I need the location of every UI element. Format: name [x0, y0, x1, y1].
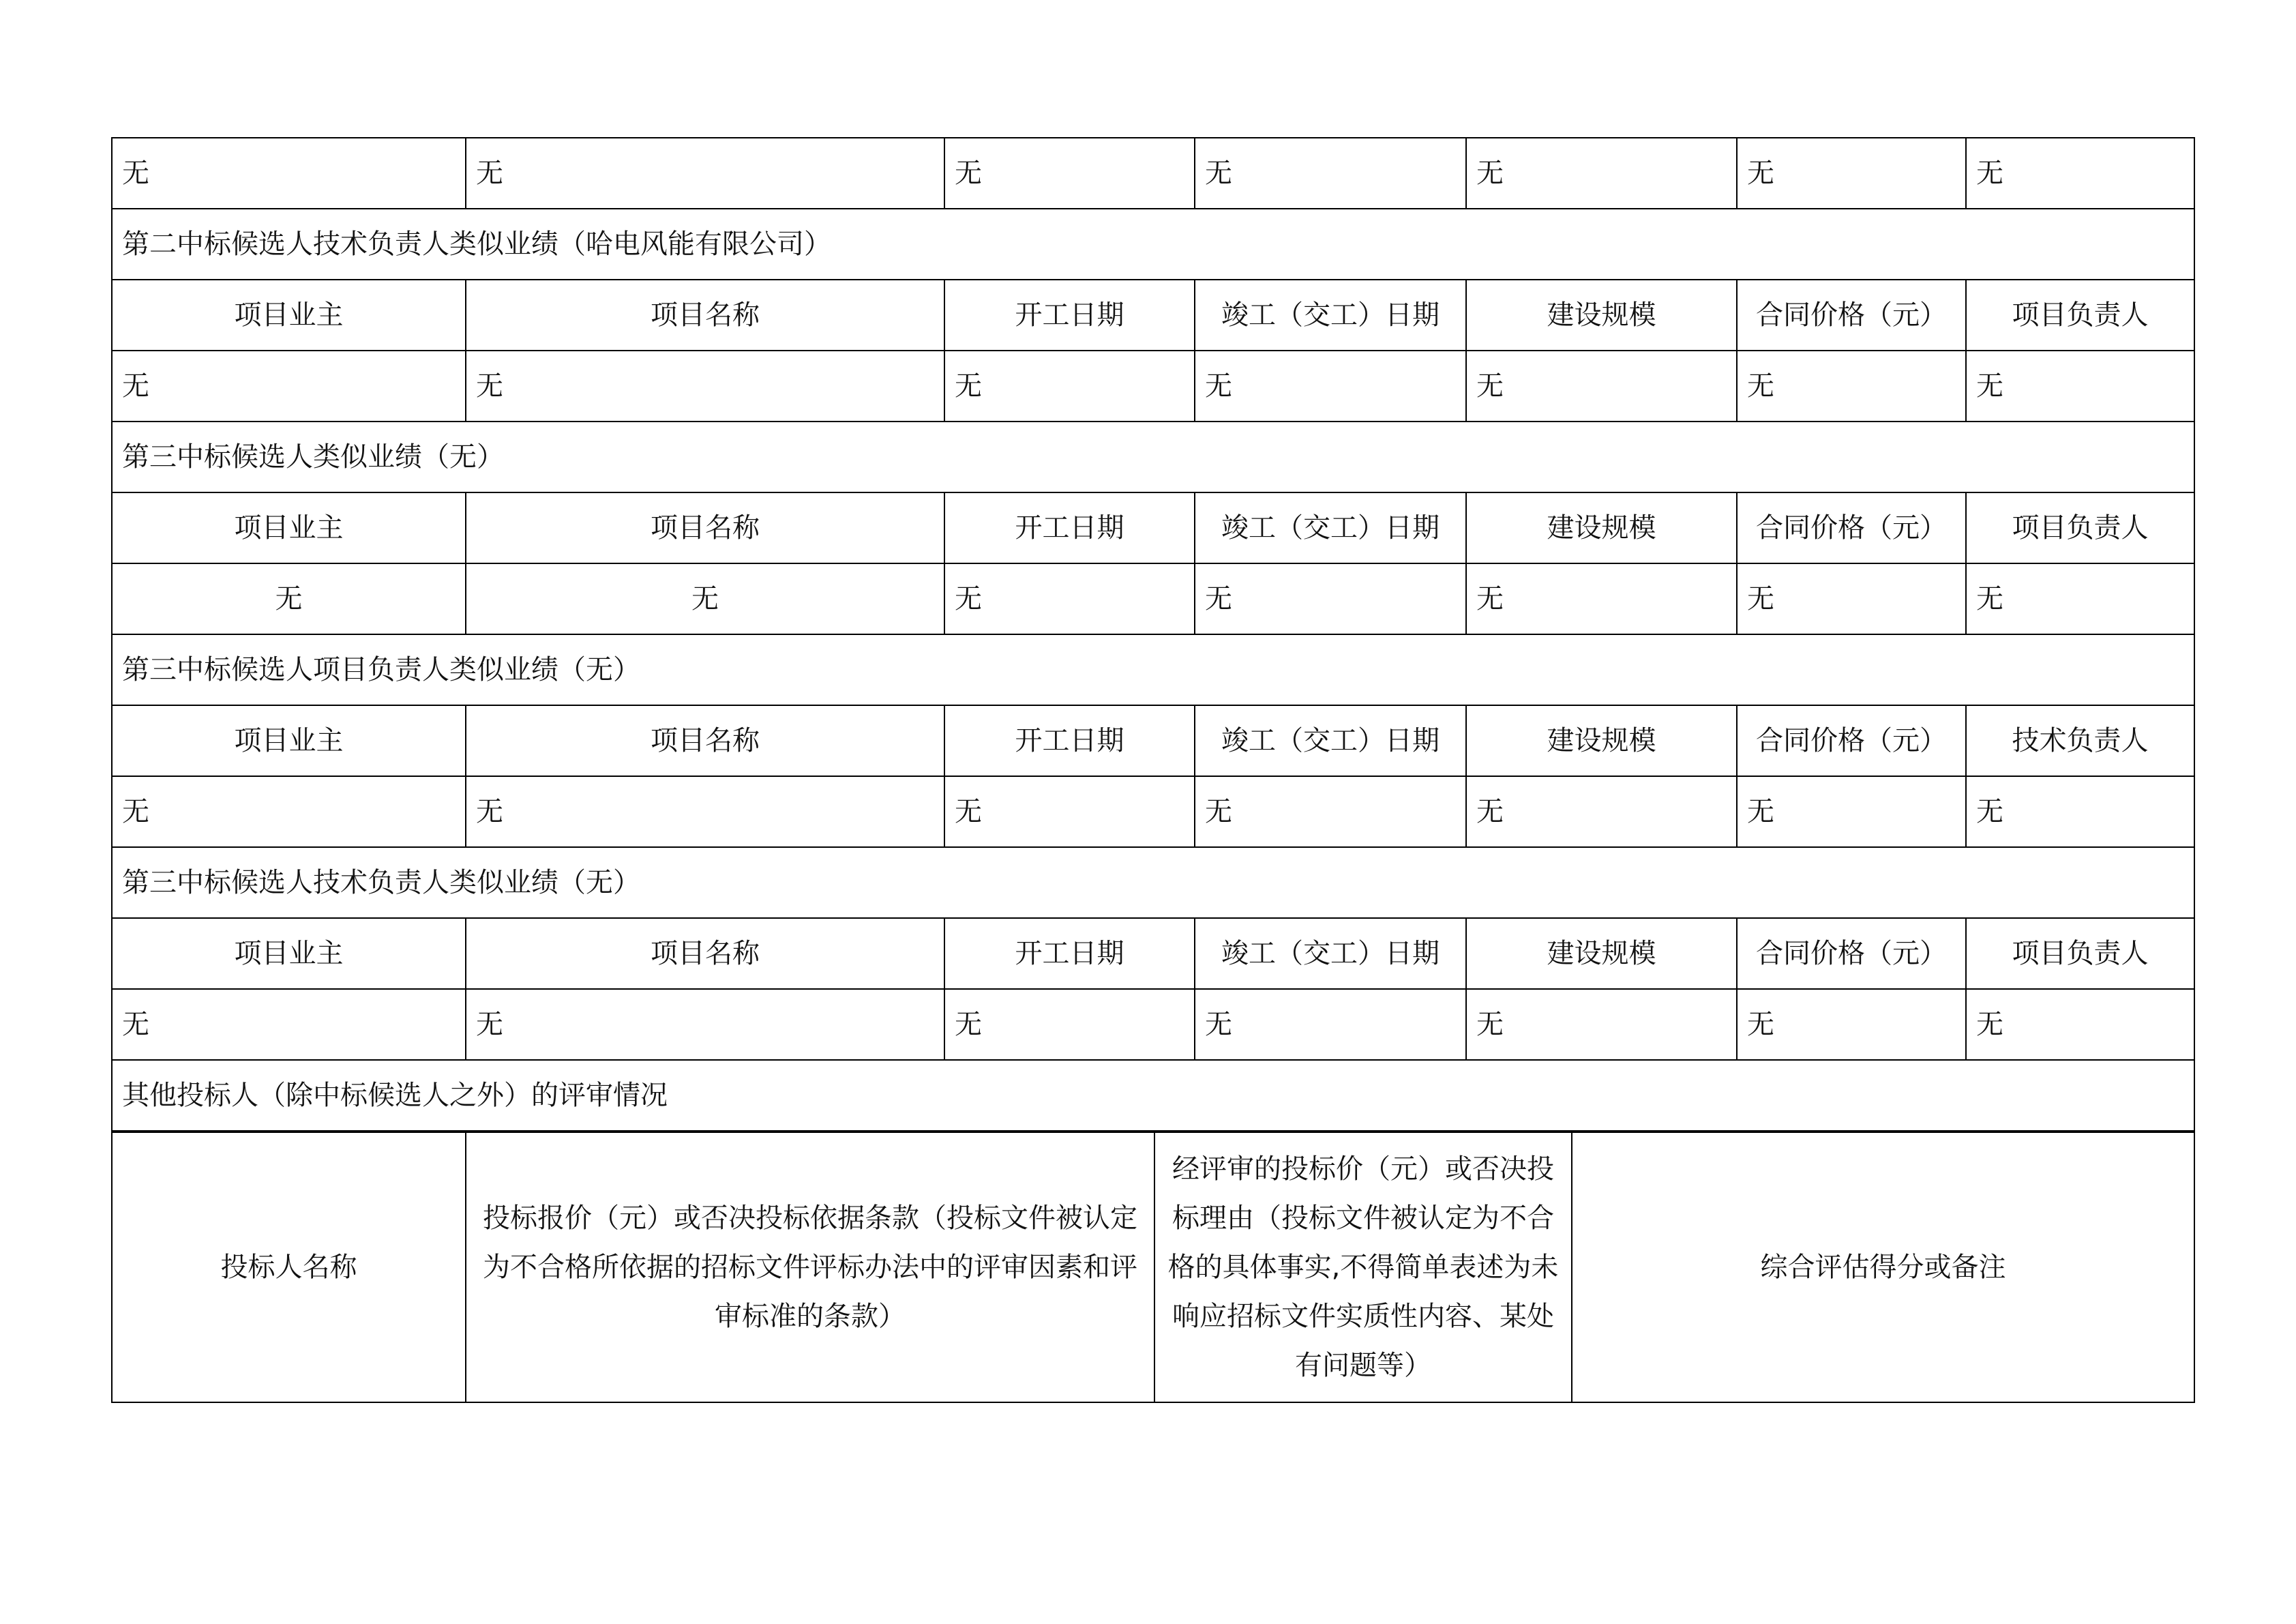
- column-header: 建设规模: [1466, 280, 1737, 351]
- column-header: 合同价格（元）: [1737, 492, 1966, 563]
- table-cell: 无: [1737, 563, 1966, 634]
- column-header-row: [112, 492, 2194, 563]
- column-header: 项目名称: [466, 705, 944, 776]
- column-header: 项目业主: [112, 280, 466, 351]
- table-row: [112, 776, 2194, 847]
- table-cell: 无: [1466, 563, 1737, 634]
- table-row: [112, 989, 2194, 1060]
- table-cell: 无: [1737, 138, 1966, 209]
- column-header: 竣工（交工）日期: [1195, 918, 1466, 989]
- price-or-rejection-basis-header: 投标报价（元）或否决投标依据条款（投标文件被认定为不合格所依据的招标文件评标办法中的评审因素和评审标准的条款）: [466, 1132, 1154, 1402]
- column-header: 项目负责人: [1966, 492, 2194, 563]
- column-header: 项目业主: [112, 918, 466, 989]
- table-cell: 无: [1195, 563, 1466, 634]
- table-cell: 无: [944, 989, 1195, 1060]
- table-cell: 无: [112, 563, 466, 634]
- section-title: 第三中标候选人技术负责人类似业绩（无）: [112, 847, 2194, 918]
- table-cell: 无: [1737, 989, 1966, 1060]
- table-cell: 无: [466, 351, 944, 422]
- table-cell: 无: [466, 138, 944, 209]
- evaluated-price-or-reason-header: 经评审的投标价（元）或否决投标理由（投标文件被认定为不合格的具体事实,不得简单表述为未响应招标文件实质性内容、某处有问题等）: [1154, 1132, 1572, 1402]
- column-header: 项目业主: [112, 705, 466, 776]
- section-title-row: [112, 847, 2194, 918]
- column-header: 竣工（交工）日期: [1195, 705, 1466, 776]
- table-cell: 无: [1466, 351, 1737, 422]
- column-header: 项目业主: [112, 492, 466, 563]
- column-header: 合同价格（元）: [1737, 918, 1966, 989]
- table-cell: 无: [1195, 351, 1466, 422]
- table-cell: 无: [1195, 776, 1466, 847]
- table-cell: 无: [1195, 989, 1466, 1060]
- table-cell: 无: [1737, 351, 1966, 422]
- column-header: 合同价格（元）: [1737, 280, 1966, 351]
- results-table: [111, 137, 2195, 1132]
- column-header: 项目名称: [466, 918, 944, 989]
- column-header: 项目负责人: [1966, 280, 2194, 351]
- table-cell: 无: [944, 138, 1195, 209]
- table-cell: 无: [1966, 989, 2194, 1060]
- section-title: 其他投标人（除中标候选人之外）的评审情况: [112, 1060, 2194, 1131]
- table-cell: 无: [466, 776, 944, 847]
- column-header: 竣工（交工）日期: [1195, 492, 1466, 563]
- table-row: [112, 138, 2194, 209]
- table-row: [112, 563, 2194, 634]
- table-cell: 无: [1966, 138, 2194, 209]
- table-cell: 无: [1466, 989, 1737, 1060]
- column-header: 开工日期: [944, 492, 1195, 563]
- section-title: 第三中标候选人项目负责人类似业绩（无）: [112, 634, 2194, 705]
- table-cell: 无: [1966, 776, 2194, 847]
- column-header: 开工日期: [944, 705, 1195, 776]
- table-cell: 无: [1466, 138, 1737, 209]
- section-title: 第二中标候选人技术负责人类似业绩（哈电风能有限公司）: [112, 209, 2194, 280]
- table-cell: 无: [466, 563, 944, 634]
- table-cell: 无: [1195, 138, 1466, 209]
- table-cell: 无: [112, 351, 466, 422]
- other-bidders-table: [111, 1132, 2195, 1403]
- table-cell: 无: [1466, 776, 1737, 847]
- column-header: 项目名称: [466, 280, 944, 351]
- bidder-name-header: 投标人名称: [112, 1132, 466, 1402]
- section-title-row: [112, 422, 2194, 492]
- column-header: 技术负责人: [1966, 705, 2194, 776]
- table-cell: 无: [1737, 776, 1966, 847]
- column-header: 开工日期: [944, 280, 1195, 351]
- table-row: [112, 351, 2194, 422]
- table-cell: 无: [944, 563, 1195, 634]
- table-cell: 无: [944, 776, 1195, 847]
- table-cell: 无: [466, 989, 944, 1060]
- other-bidders-header-row: [112, 1132, 2194, 1402]
- table-cell: 无: [112, 138, 466, 209]
- table-cell: 无: [944, 351, 1195, 422]
- section-title-row: [112, 634, 2194, 705]
- column-header-row: [112, 918, 2194, 989]
- column-header-row: [112, 280, 2194, 351]
- column-header: 项目名称: [466, 492, 944, 563]
- section-title-row: [112, 1060, 2194, 1131]
- column-header: 竣工（交工）日期: [1195, 280, 1466, 351]
- column-header: 开工日期: [944, 918, 1195, 989]
- column-header: 建设规模: [1466, 705, 1737, 776]
- section-title: 第三中标候选人类似业绩（无）: [112, 422, 2194, 492]
- column-header-row: [112, 705, 2194, 776]
- table-cell: 无: [1966, 351, 2194, 422]
- column-header: 建设规模: [1466, 492, 1737, 563]
- score-or-remark-header: 综合评估得分或备注: [1572, 1132, 2194, 1402]
- column-header: 建设规模: [1466, 918, 1737, 989]
- table-cell: 无: [112, 989, 466, 1060]
- document-page: [111, 137, 2194, 1403]
- table-cell: 无: [112, 776, 466, 847]
- column-header: 项目负责人: [1966, 918, 2194, 989]
- column-header: 合同价格（元）: [1737, 705, 1966, 776]
- section-title-row: [112, 209, 2194, 280]
- table-cell: 无: [1966, 563, 2194, 634]
